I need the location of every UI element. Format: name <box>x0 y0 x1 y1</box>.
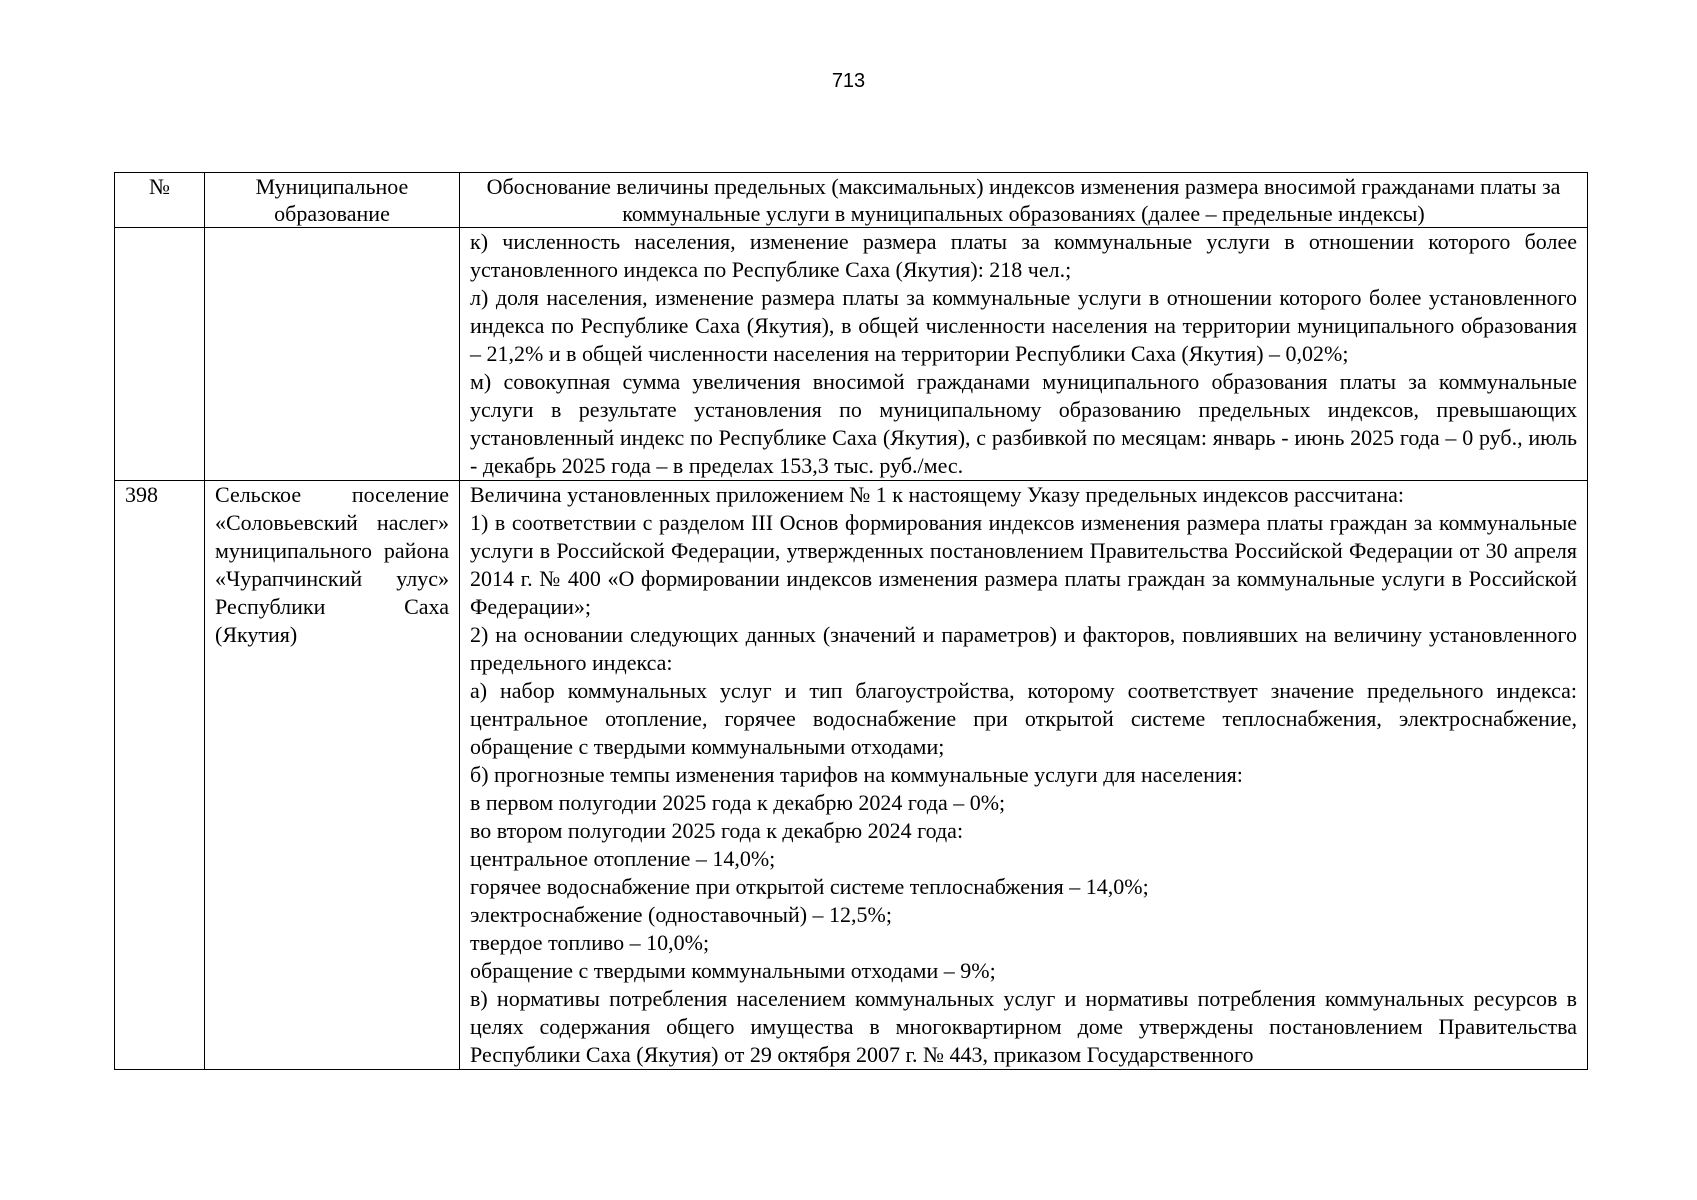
paragraph: в) нормативы потребления населением коммунальных услуг и нормативы потребления коммунальных ресурсов в целях содержания общего имущества в многоквартирном доме утверждены постановлением Правительства Республики Саха (Якутия) от 29 октября 2007 г. № 443, приказом Государственного <box>470 986 1577 1067</box>
paragraph: центральное отопление – 14,0%; <box>470 846 776 871</box>
paragraph: л) доля населения, изменение размера платы за коммунальные услуги в отношении которого более установленного индекса по Республике Саха (Якутия), в общей численности населения на территории муниципального образования – 21,2% и в общей численности населения на территории Республики Саха (Якутия) – 0,02%; <box>470 285 1577 366</box>
table-row-398 <box>115 481 1588 1070</box>
paragraph: Величина установленных приложением № 1 к настоящему Указу предельных индексов рассчитана: <box>470 482 1404 507</box>
header-reason: Обоснование величины предельных (максимальных) индексов изменения размера вносимой гражданами платы за коммунальные услуги в муниципальных образованиях (далее – предельные индексы) <box>460 173 1588 228</box>
paragraph: к) численность населения, изменение размера платы за коммунальные услуги в отношении которого более установленного индекса по Республике Саха (Якутия): 218 чел.; <box>470 229 1577 282</box>
header-municipality: Муниципальное образование <box>205 173 460 228</box>
paragraph: твердое топливо – 10,0%; <box>470 930 710 955</box>
cell-municipality <box>205 228 460 481</box>
cell-municipality: Сельское поселение «Соловьевский наслег» муниципального района «Чурапчинский улус» Республики Саха (Якутия) <box>205 481 460 1070</box>
paragraph: во втором полугодии 2025 года к декабрю 2024 года: <box>470 818 964 843</box>
paragraph: б) прогнозные темпы изменения тарифов на коммунальные услуги для населения: <box>470 762 1243 787</box>
page-number: 713 <box>831 70 866 92</box>
paragraph: м) совокупная сумма увеличения вносимой гражданами муниципального образования платы за коммунальные услуги в результате установления по муниципальному образованию предельных индексов, превышающих установленный индекс по Республике Саха (Якутия), с разбивкой по месяцам: январь - июнь 2025 года – 0 руб., июль - декабрь 2025 года – в пределах 153,3 тыс. руб./мес. <box>470 369 1577 478</box>
paragraph: обращение с твердыми коммунальными отходами – 9%; <box>470 958 996 983</box>
table-header-row <box>115 173 1588 228</box>
paragraph: а) набор коммунальных услуг и тип благоустройства, которому соответствует значение предельного индекса: центральное отопление, горячее водоснабжение при открытой системе теплоснабжения, электроснабжение, обращение с твердыми коммунальными отходами; <box>470 678 1577 759</box>
paragraph: электроснабжение (одноставочный) – 12,5%; <box>470 902 892 927</box>
cell-reason <box>460 228 1588 481</box>
cell-reason <box>460 481 1588 1070</box>
paragraph: горячее водоснабжение при открытой системе теплоснабжения – 14,0%; <box>470 874 1149 899</box>
indices-table <box>114 172 1588 1070</box>
paragraph: 2) на основании следующих данных (значений и параметров) и факторов, повлиявших на величину установленного предельного индекса: <box>470 622 1577 675</box>
paragraph: в первом полугодии 2025 года к декабрю 2024 года – 0%; <box>470 790 1006 815</box>
paragraph: 1) в соответствии с разделом III Основ формирования индексов изменения размера платы граждан за коммунальные услуги в Российской Федерации, утвержденных постановлением Правительства Российской Федерации от 30 апреля 2014 г. № 400 «О формировании индексов изменения размера платы граждан за коммунальные услуги в Российской Федерации»; <box>470 510 1577 619</box>
header-num: № <box>115 173 205 228</box>
cell-num <box>115 228 205 481</box>
cell-num: 398 <box>115 481 205 1070</box>
table-row-continuation <box>115 228 1588 481</box>
